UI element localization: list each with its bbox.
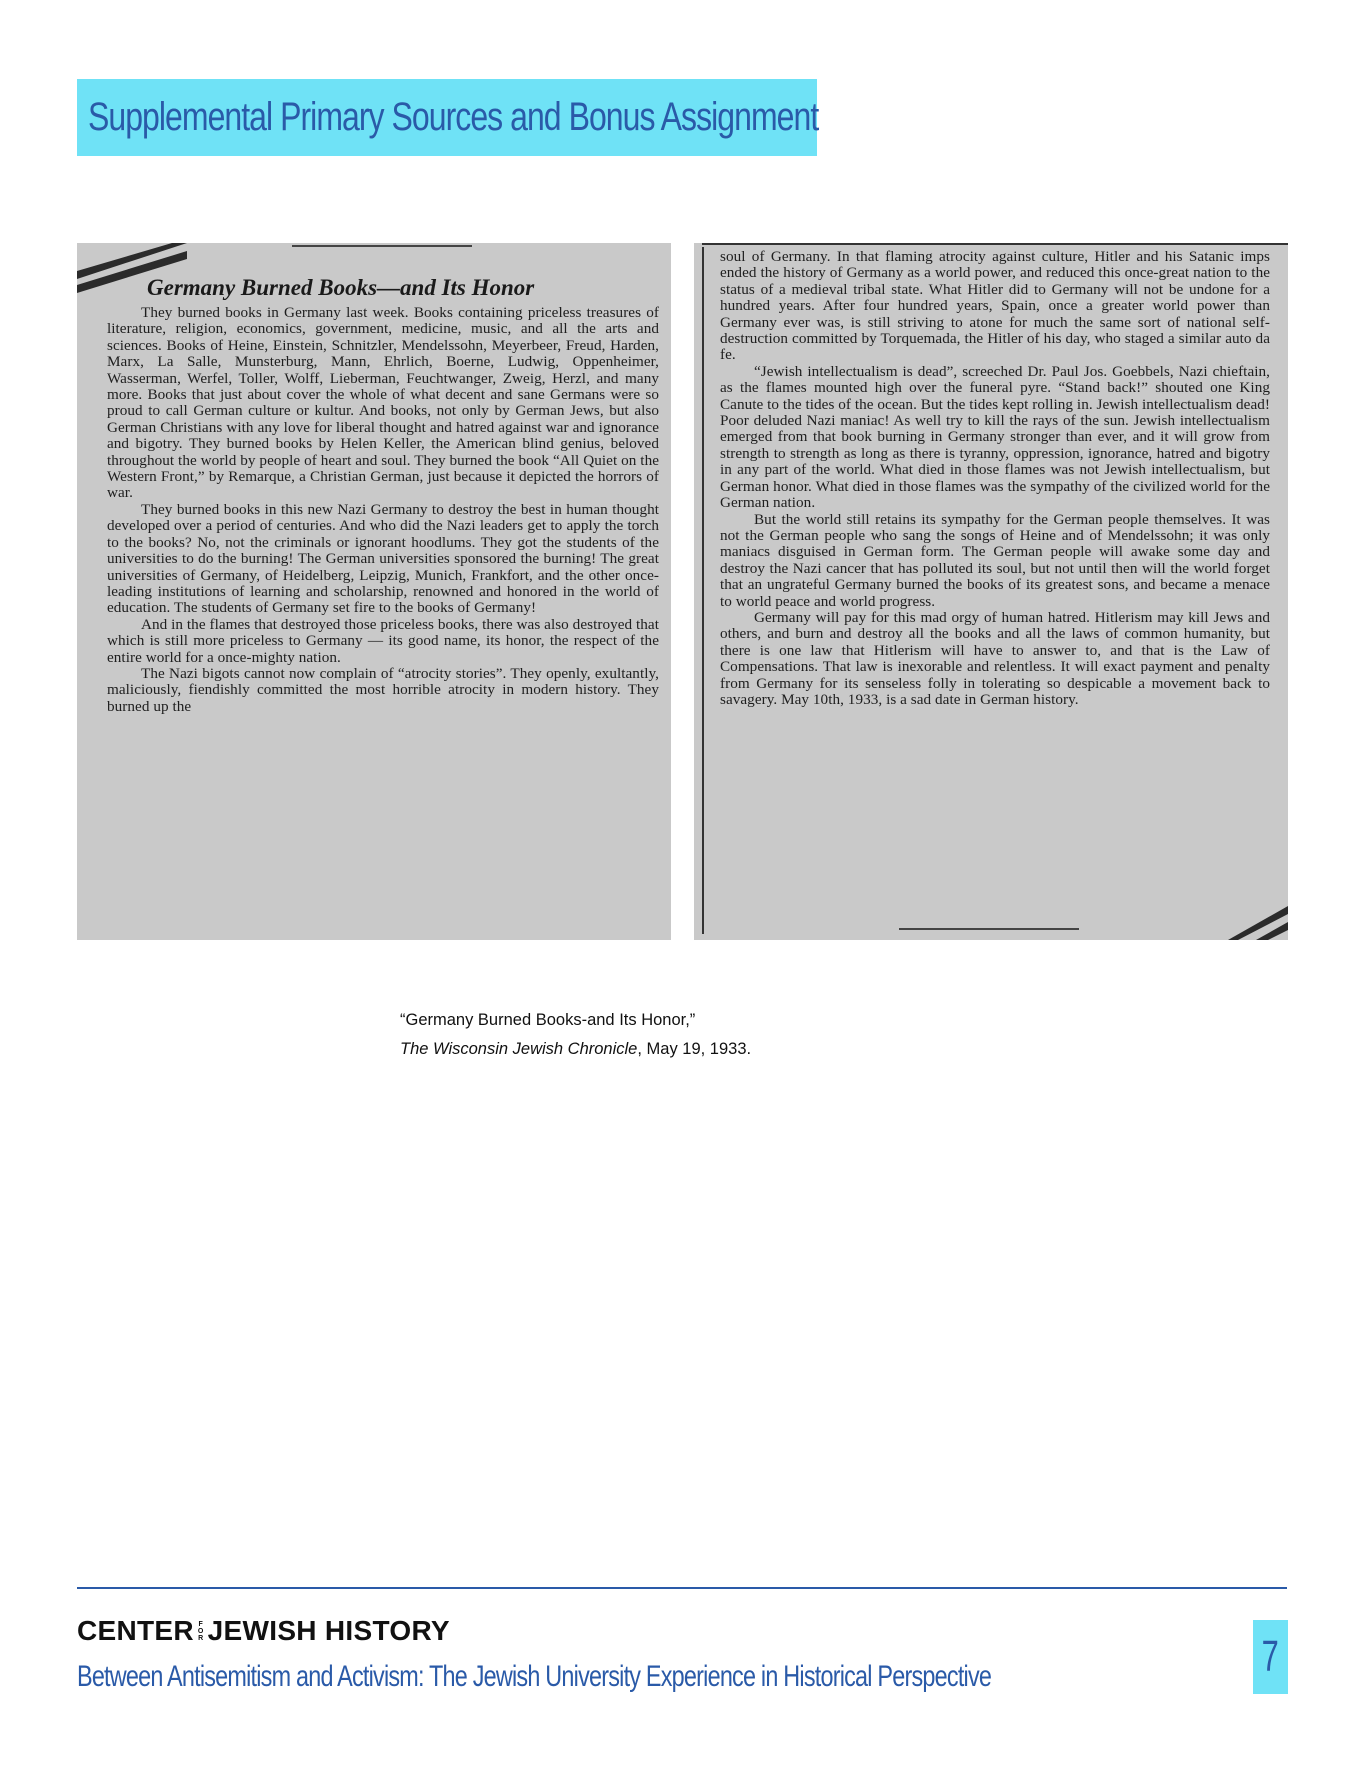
caption-publication: The Wisconsin Jewish Chronicle xyxy=(400,1040,638,1058)
clipping-top-rule xyxy=(292,245,472,247)
clipping-right-column xyxy=(694,243,1288,940)
paragraph: soul of Germany. In that flaming atrocity against culture, Hitler and his Satanic imps ended the history of Germany as a world power, and reduced this once-great nation to the status of a medieval tribal state. What Hitler did to Germany will not be undone for a hundred years. After four hundred years, Spain, once a greater world power than Germany ever was, is still striving to atone for much the same sort of national self-destruction committed by Torquemada, the Hitler of his day, who staged a similar auto da fe. xyxy=(720,248,1270,364)
corner-stripes-decoration xyxy=(1228,900,1288,940)
clipping-left-border xyxy=(702,247,704,934)
page-title: Supplemental Primary Sources and Bonus Assignment xyxy=(88,95,819,139)
page-number: 7 xyxy=(1261,1632,1280,1681)
header-banner xyxy=(77,79,817,156)
org-name-part1: CENTER xyxy=(77,1615,194,1646)
org-connector: F O R xyxy=(197,1620,204,1642)
article-body-left xyxy=(107,305,659,715)
org-name-part2: JEWISH HISTORY xyxy=(207,1615,450,1646)
paragraph: They burned books in this new Nazi Germany to destroy the best in human thought developed over a period of centuries. And who did the Nazi leaders get to apply the torch to the books? No, not the criminals or ignorant hoodlums. They got the students of the universities to do the burning! The German universities sponsored the burning! The great universities of Germany, of Heidelberg, Leipzig, Munich, Frankfort, and the other once-leading institutions of learning and scholarship, renowned and honored in the world of education. The students of Germany set fire to the books of Germany! xyxy=(107,500,659,617)
corner-stripes-decoration xyxy=(77,243,187,293)
clipping-bottom-rule xyxy=(899,928,1079,930)
article-headline: Germany Burned Books—and Its Honor xyxy=(147,275,535,300)
paragraph: They burned books in Germany last week. Books containing priceless treasures of literature, religion, economics, government, medicine, music, and all the arts and sciences. Books of Heine, Einstein, Schnitzler, Mendelssohn, Meyerbeer, Freud, Harden, Marx, La Salle, Munsterburg, Mann, Ehrlich, Boerne, Ludwig, Oppenheimer, Wasserman, Werfel, Toller, Wolff, Lieberman, Feuchtwanger, Zweig, Herzl, and many more. Books that just about cover the whole of what decent and sane Germans were so proud to call German culture or kultur. And books, not only by German Jews, but also German Christians with any love for liberal thought and hatred against war and ignorance and bigotry. They burned books by Helen Keller, the American blind genius, beloved throughout the world by people of heart and soul. They burned the book “All Quiet on the Western Front,” by Remarque, a Christian German, just because it depicted the horrors of war. xyxy=(107,304,659,502)
paragraph: But the world still retains its sympathy for the German people themselves. It was not the German people who sang the songs of Heine and of Mendelssohn; it was only maniacs disguised in German form. The German people will awake some day and destroy the Nazi cancer that has polluted its soul, but not until then will the world forget that an ungrateful Germany burned the books of its greatest sons, and became a menace to world peace and world progress. xyxy=(720,510,1270,610)
paragraph: And in the flames that destroyed those priceless books, there was also destroyed that which is still more priceless to Germany — its good name, its honor, the respect of the entire world for a once-mighty nation. xyxy=(107,615,659,666)
article-body-right xyxy=(720,249,1270,708)
page-number-badge xyxy=(1253,1620,1288,1694)
clipping-left-column xyxy=(77,243,671,940)
image-caption xyxy=(400,1006,751,1064)
caption-source xyxy=(400,1035,751,1064)
paragraph: The Nazi bigots cannot now complain of “atrocity stories”. They openly, exultantly, maliciously, fiendishly committed the most horrible atrocity in modern history. They burned up the xyxy=(107,664,659,715)
paragraph: “Jewish intellectualism is dead”, screeched Dr. Paul Jos. Goebbels, Nazi chieftain, as the flames mounted high over the funeral pyre. “Stand back!” shouted one King Canute to the tides of the ocean. But the tides kept rolling in. Jewish intellectualism dead! Poor deluded Nazi maniac! As well try to kill the rays of the sun. Jewish intellectualism emerged from that book burning in Germany stronger than ever, and it will grow from strength to strength as long as there is tyranny, oppression, ignorance, hatred and bigotry in any part of the world. What died in those flames was not Jewish intellectualism, but German honor. What died in those flames was the sympathy of the civilized world for the German nation. xyxy=(720,362,1271,512)
caption-date: , May 19, 1933. xyxy=(637,1040,752,1058)
footer-subtitle: Between Antisemitism and Activism: The Jewish University Experience in Historical Perspective xyxy=(77,1660,992,1693)
caption-title: “Germany Burned Books-and Its Honor,” xyxy=(400,1011,696,1029)
clipping-top-border xyxy=(702,243,1288,245)
org-logo-text xyxy=(77,1615,450,1647)
footer-divider xyxy=(77,1587,1287,1589)
paragraph: Germany will pay for this mad orgy of human hatred. Hitlerism may kill Jews and others, and burn and destroy all the books and all the laws of common humanity, but there is one law that Hitlerism will have to answer to, and that is the Law of Compensations. That law is inexorable and relentless. It will exact payment and penalty from Germany for its senseless folly in tolerating so despicable a movement back to savagery. May 10th, 1933, is a sad date in German history. xyxy=(720,608,1270,708)
